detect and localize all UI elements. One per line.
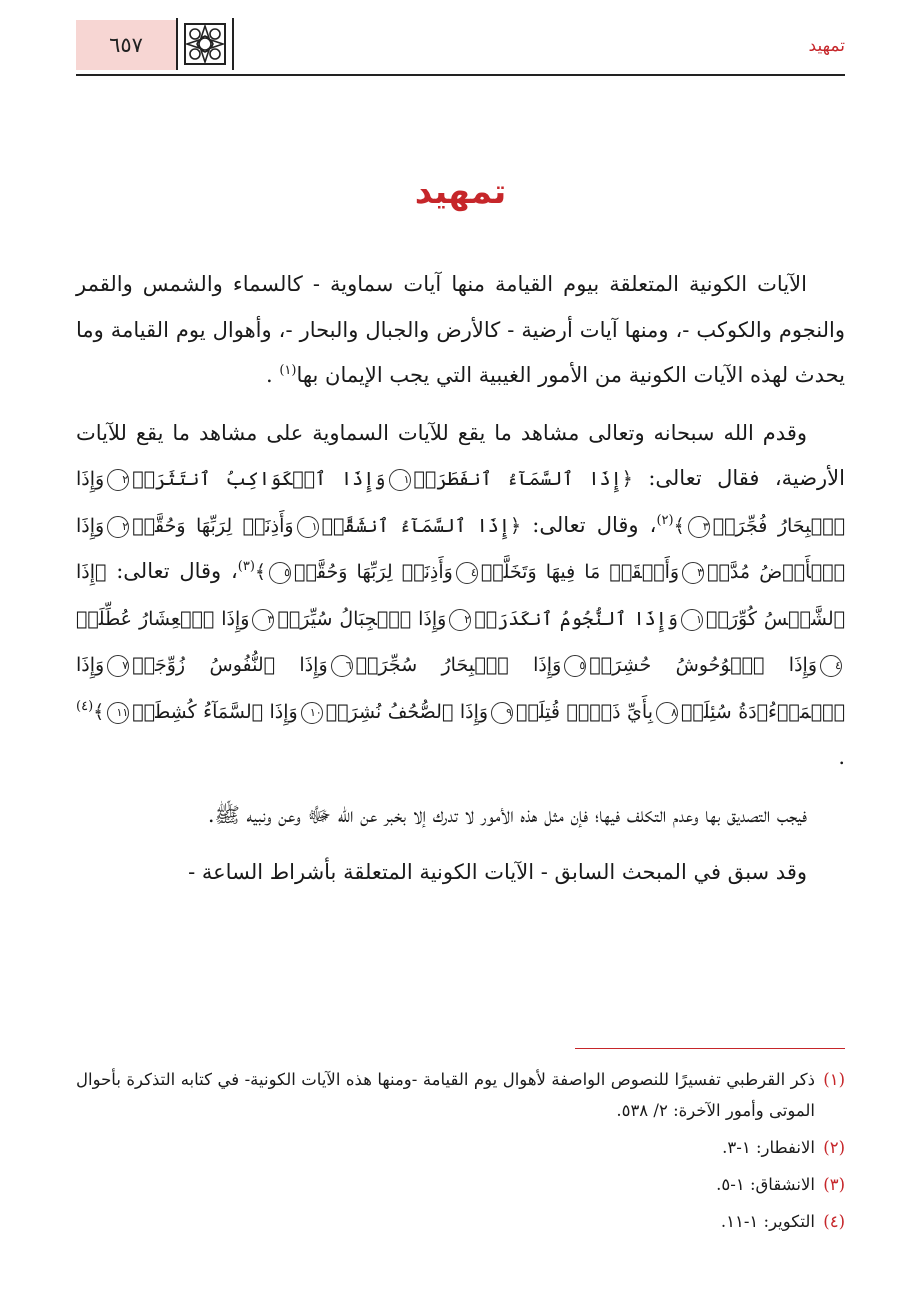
- verse-number-marker: ٤: [456, 562, 478, 584]
- paragraph-text: ، وقال تعالى:: [521, 512, 657, 537]
- footnote-2: [76, 1132, 845, 1163]
- paragraph-end: .: [838, 745, 845, 769]
- quran-bracket-close: ﴾: [673, 514, 685, 537]
- verse-text: بِأَيِّ ذَنۢبٖ قُتِلَتۡ: [516, 700, 653, 723]
- running-title: تمهيد: [808, 36, 845, 56]
- verse-number-marker: ٦: [331, 655, 353, 677]
- verse-number-marker: ١: [297, 516, 319, 538]
- verse-number-marker: ٢: [107, 469, 129, 491]
- footnote-text: الانشقاق: ١-٥.: [716, 1175, 815, 1194]
- paragraph-text: وقد سبق في المبحث السابق - الآيات الكونية المتعلقة بأشراط الساعة -: [188, 860, 807, 884]
- verse-text: وَإِذَا ٱلۡوُحُوشُ حُشِرَتۡ: [589, 654, 818, 676]
- verse-text: وَإِذَا ٱلۡعِشَارُ عُطِّلَتۡ: [76, 607, 250, 630]
- verse-text: وَإِذَا ٱلۡأَرۡضُ مُدَّتۡ: [76, 514, 845, 583]
- chapter-title: تمهيد: [414, 172, 507, 212]
- verse-number-marker: ٥: [269, 562, 291, 584]
- verse-text: ﴿إِذَا ٱلشَّمۡسُ كُوِّرَتۡ: [76, 561, 846, 630]
- verse-text: وَأَذِنَتۡ لِرَبِّهَا وَحُقَّتۡ: [132, 514, 294, 537]
- page-number-box: [76, 20, 176, 70]
- paragraph-text: فيجب التصديق بها وعدم التكلف فيها؛ فإن مثل هذه الأمور لا تدرك إلا بخبر عن الله ﷻ وعن ونبيه ﷺ.: [207, 802, 807, 827]
- footnote-text: التكوير: ١-١١.: [720, 1212, 815, 1231]
- verse-text: وَإِذَا ٱلۡبِحَارُ سُجِّرَتۡ: [355, 654, 562, 676]
- paragraph-text: الآيات الكونية المتعلقة بيوم القيامة منها آيات سماوية - كالسماء والشمس والقمر والنجوم والكوكب -، ومنها آيات أرضية - كالأرض والجبال والبحار -، وأهوال يوم القيامة وما يحدث لهذه الآيات الكونية من الأمور الغيبية التي يجب الإيمان بها: [76, 272, 845, 387]
- verse-text: ﴿إِذَا ٱلسَّمَآءُ ٱنشَقَّتۡ: [321, 514, 522, 537]
- page-number: ٦٥٧: [109, 33, 143, 57]
- footnote-number: (٤): [823, 1212, 845, 1231]
- paragraph-end: .: [265, 363, 280, 387]
- verse-text: وَإِذَا ٱلسَّمَآءُ كُشِطَتۡ: [132, 700, 298, 723]
- geometric-ornament-icon: [183, 22, 227, 66]
- footnote-separator: [575, 1048, 845, 1049]
- quran-bracket-close: ﴾: [254, 561, 267, 583]
- footnote-3: [76, 1169, 845, 1200]
- verse-text: ﴿إِذَا ٱلسَّمَآءُ ٱنفَطَرَتۡ: [413, 468, 633, 490]
- verse-number-marker: ٤: [820, 655, 842, 677]
- paragraph-4: [76, 850, 845, 896]
- verse-number-marker: ٣: [688, 516, 710, 538]
- footnote-text: ذكر القرطبي تفسيرًا للنصوص الواصفة لأهوال يوم القيامة -ومنها هذه الآيات الكونية- في كتابه التذكرة بأحوال الموتى وأمور الآخرة: ٢/ ٥٣٨.: [76, 1070, 815, 1120]
- verse-number-marker: ١: [681, 609, 703, 631]
- verse-text: وَأَذِنَتۡ لِرَبِّهَا وَحُقَّتۡ: [294, 561, 453, 583]
- verse-text: وَإِذَا ٱلنُّفُوسُ زُوِّجَتۡ: [132, 654, 328, 676]
- footnote-ref-4[interactable]: (٤): [76, 698, 94, 714]
- paragraph-3: [76, 793, 845, 839]
- paragraph-1: [76, 262, 845, 399]
- main-text: [76, 262, 845, 908]
- paragraph-2: [76, 411, 845, 781]
- footnote-number: (١): [823, 1070, 845, 1089]
- footnote-number: (٣): [823, 1175, 845, 1194]
- quran-quote-3: [76, 561, 845, 723]
- verse-number-marker: ١٠: [301, 702, 323, 724]
- footnote-ref-1[interactable]: (١): [279, 363, 297, 378]
- verse-text: وَإِذَا ٱلۡجِبَالُ سُيِّرَتۡ: [277, 607, 447, 630]
- verse-number-marker: ٢: [107, 516, 129, 538]
- verse-number-marker: ٨: [656, 702, 678, 724]
- verse-number-marker: ١: [389, 469, 411, 491]
- footnote-ref-2[interactable]: (٢): [656, 512, 674, 528]
- paragraph-text: وقدم الله سبحانه وتعالى مشاهد ما يقع للآيات السماوية على مشاهد ما يقع للآيات الأرضية، فقال تعالى:: [76, 420, 845, 490]
- verse-number-marker: ٧: [107, 655, 129, 677]
- verse-number-marker: ٥: [564, 655, 586, 677]
- footnote-1: [76, 1064, 845, 1126]
- verse-text: وَإِذَا ٱلنُّجُومُ ٱنكَدَرَتۡ: [474, 607, 679, 630]
- verse-text: وَأَلۡقَتۡ مَا فِيهَا وَتَخَلَّتۡ: [480, 561, 680, 583]
- verse-text: وَإِذَا ٱلۡمَوۡءُۥدَةُ سُئِلَتۡ: [76, 654, 845, 723]
- verse-text: وَإِذَا ٱلۡبِحَارُ فُجِّرَتۡ: [76, 468, 845, 537]
- ornament-icon: [176, 18, 234, 70]
- page-header: [76, 18, 845, 76]
- verse-number-marker: ٢: [449, 609, 471, 631]
- verse-text: وَإِذَا ٱلۡكَوَاكِبُ ٱنتَثَرَتۡ: [132, 468, 386, 490]
- paragraph-text: ، وقال تعالى:: [106, 559, 238, 583]
- verse-number-marker: ١١: [107, 702, 129, 724]
- verse-number-marker: ٣: [252, 609, 274, 631]
- verse-text: وَإِذَا ٱلصُّحُفُ نُشِرَتۡ: [325, 700, 489, 723]
- footnote-number: (٢): [823, 1138, 845, 1157]
- footnote-text: الانفطار: ١-٣.: [722, 1138, 815, 1157]
- footnote-ref-3[interactable]: (٣): [237, 559, 255, 574]
- footnotes: [76, 1064, 845, 1243]
- verse-number-marker: ٩: [491, 702, 513, 724]
- verse-number-marker: ٣: [682, 562, 704, 584]
- quran-bracket-close: ﴾: [93, 700, 105, 723]
- footnote-4: [76, 1206, 845, 1237]
